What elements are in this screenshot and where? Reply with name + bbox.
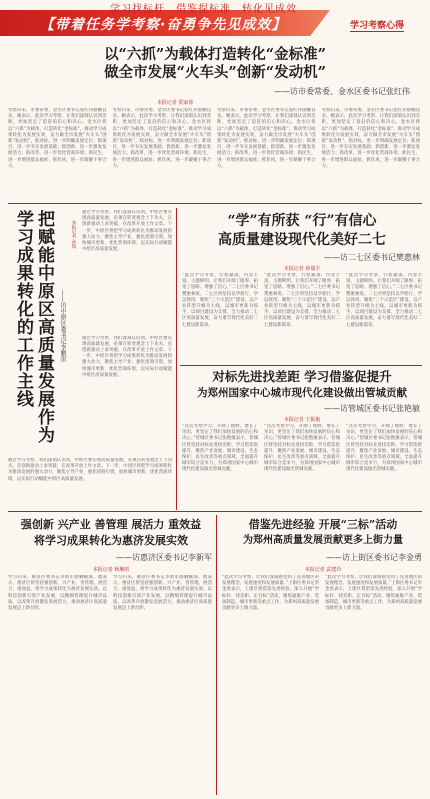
article2-col xyxy=(8,458,172,508)
article4-col xyxy=(182,424,258,508)
article5-col xyxy=(8,575,107,793)
article1-col xyxy=(8,108,107,201)
article6-col xyxy=(222,575,319,793)
article3-text: “此次学习考察，行程紧凑、内容丰富、主题鲜明，让我们开阔了眼界、拓宽了思路、增强了信心。”二七区委书记樊惠林说。二七区将坚持以学促行、学以致用，聚焦“三个示范区”建设，以产业转型升级为主线，以城市更新为抓手，以项目建设为支撑，全力推动二七区高质量发展，奋力谱写现代化美好二七建设新篇章。 xyxy=(346,273,422,328)
masthead-banner xyxy=(0,0,430,42)
article5-byline: 本报记者 杨琳雨 xyxy=(92,567,130,573)
article2-body-bottom xyxy=(8,458,172,508)
article3-col xyxy=(346,273,422,363)
article3-title-line2: 高质量建设现代化美好二七 xyxy=(218,232,386,248)
article2-col xyxy=(82,210,172,330)
banner-top-slogan: 学习找标杆 借鉴提标准 转化见成效 xyxy=(110,4,297,15)
column-name: 学习考察心得 xyxy=(350,18,404,32)
article4-byline: 本报记者 王振俊 xyxy=(283,417,321,423)
article2-col xyxy=(82,336,172,456)
article1-text: 考察归来，市委常委、金水区委书记张红伟感触良多。她表示，此次学习考察，让我们深刻认识到差距，更加坚定了追赶的信心和决心。金水区将以“六抓”为载体，打造转化“金标准”，推动学习成果转化为发展实效，奋力做全市发展“火车头”创新“发动机”。抓对标，进一步明确发展定位；抓项目，进一步夯实发展基础；抓创新，进一步激发发展活力；抓改革，进一步优化营商环境；抓民生，进一步增进群众福祉；抓作风，进一步凝聚干事合力。 xyxy=(217,108,316,169)
article1-col xyxy=(217,108,316,201)
article1-text: 考察归来，市委常委、金水区委书记张红伟感触良多。她表示，此次学习考察，让我们深刻认识到差距，更加坚定了追赶的信心和决心。金水区将以“六抓”为载体，打造转化“金标准”，推动学习成果转化为发展实效，奋力做全市发展“火车头”创新“发动机”。抓对标，进一步明确发展定位；抓项目，进一步夯实发展基础；抓创新，进一步激发发展活力；抓改革，进一步优化营商环境；抓民生，进一步增进群众福祉；抓作风，进一步凝聚干事合力。 xyxy=(321,108,420,169)
article4-text: “这次考察学习，开阔了视野，增长了见识，更坚定了我们加快发展的信心和决心。”管城区委书记张艳敏表示，管城区将坚持对标先进找差距、学习借鉴促提升，聚焦产业发展、城市建设、生态保护、民生改善等重点领域，全面提升城市综合竞争力，为郑州国家中心城市现代化建设做出管城贡献。 xyxy=(346,424,422,473)
article1-col xyxy=(113,108,212,201)
article1-text: 考察归来，市委常委、金水区委书记张红伟感触良多。她表示，此次学习考察，让我们深刻认识到差距，更加坚定了追赶的信心和决心。金水区将以“六抓”为载体，打造转化“金标准”，推动学习成果转化为发展实效，奋力做全市发展“火车头”创新“发动机”。抓对标，进一步明确发展定位；抓项目，进一步夯实发展基础；抓创新，进一步激发发展活力；抓改革，进一步优化营商环境；抓民生，进一步增进群众福祉；抓作风，进一步凝聚干事合力。 xyxy=(8,108,107,169)
article5-text: 学习归来，惠济区委书记李新军感触颇深。他表示，惠济区将坚持强创新、兴产业、善管理、展活力、重效益，将学习成果转化为惠济发展实效。以科技创新引领产业发展，以精细管理提升城市品质，以改革开放激发发展活力，推动惠济区高质量发展迈上新台阶。 xyxy=(8,575,107,612)
article2-byline: 本报记者 孙瑞 xyxy=(71,220,76,249)
article6-title-line1: 借鉴先进经验 开展“三标”活动 xyxy=(248,518,398,531)
divider xyxy=(8,203,422,204)
article2-subtitle: ——访中原区委书记李鹏雷 xyxy=(59,290,66,362)
article3-byline: 本报记者 孙瑞宇 xyxy=(283,266,321,272)
article4-subtitle: ——访管城区委书记张艳敏 xyxy=(324,404,420,413)
article6-byline: 本报记者 武建玲 xyxy=(304,567,342,573)
article6-text: “此次学习考察，让我们深刻感受到了先进地区的发展理念、发展速度和发展质量。”上街区委书记李金勇表示，上街区将借鉴先进经验，深入开展“学标杆、找差距、定目标”活动，聚焦通航产业、装备制造、城市更新等重点工作，为郑州高质量发展贡献更多上街力量。 xyxy=(325,575,422,612)
article3-col xyxy=(182,273,258,363)
banner-main-slogan: 【带着任务学考察·奋勇争先见成效】 xyxy=(40,17,287,33)
article2-body-right xyxy=(82,210,172,455)
article4-body xyxy=(182,424,422,508)
vertical-divider xyxy=(176,208,177,510)
article3-text: “此次学习考察，行程紧凑、内容丰富、主题鲜明，让我们开阔了眼界、拓宽了思路、增强了信心。”二七区委书记樊惠林说。二七区将坚持以学促行、学以致用，聚焦“三个示范区”建设，以产业转型升级为主线，以城市更新为抓手，以项目建设为支撑，全力推动二七区高质量发展，奋力谱写现代化美好二七建设新篇章。 xyxy=(264,273,340,328)
article4-text: “这次考察学习，开阔了视野，增长了见识，更坚定了我们加快发展的信心和决心。”管城区委书记张艳敏表示，管城区将坚持对标先进找差距、学习借鉴促提升，聚焦产业发展、城市建设、生态保护、民生改善等重点领域，全面提升城市综合竞争力，为郑州国家中心城市现代化建设做出管城贡献。 xyxy=(182,424,258,473)
article3-col xyxy=(264,273,340,363)
article3-text: “此次学习考察，行程紧凑、内容丰富、主题鲜明，让我们开阔了眼界、拓宽了思路、增强了信心。”二七区委书记樊惠林说。二七区将坚持以学促行、学以致用，聚焦“三个示范区”建设，以产业转型升级为主线，以城市更新为抓手，以项目建设为支撑，全力推动二七区高质量发展，奋力谱写现代化美好二七建设新篇章。 xyxy=(182,273,258,328)
article2-text: 通过学习考察，我们深刻认识到，中原区要实现高质量发展，必须在转变观念上下功夫，在创新驱动上求突破，在改革开放上作文章。下一步，中原区将把学习成果转化为推动发展的强大动力，聚焦主导产业，强化招商引资，加快城市更新，优化营商环境，以实际行动赋能中原区高质量发展。 xyxy=(82,335,172,378)
article4-text: “这次考察学习，开阔了视野，增长了见识，更坚定了我们加快发展的信心和决心。”管城区委书记张艳敏表示，管城区将坚持对标先进找差距、学习借鉴促提升，聚焦产业发展、城市建设、生态保护、民生改善等重点领域，全面提升城市综合竞争力，为郑州国家中心城市现代化建设做出管城贡献。 xyxy=(264,424,340,473)
article1-title-line1: 以“六抓”为载体打造转化“金标准” xyxy=(104,46,326,63)
article5-col xyxy=(113,575,212,793)
article4-col xyxy=(346,424,422,508)
vertical-divider xyxy=(216,515,217,795)
article6-title-line2: 为郑州高质量发展贡献更多上街力量 xyxy=(243,535,403,546)
divider xyxy=(180,365,422,366)
article2-text: 通过学习考察，我们深刻认识到，中原区要实现高质量发展，必须在转变观念上下功夫，在创新驱动上求突破，在改革开放上作文章。下一步，中原区将把学习成果转化为推动发展的强大动力，聚焦主导产业，强化招商引资，加快城市更新，优化营商环境，以实际行动赋能中原区高质量发展。 xyxy=(82,210,172,253)
article1-subtitle: ——访市委常委、金水区委书记张红伟 xyxy=(274,87,410,96)
article1-byline: 本报记者 贾家蓉 xyxy=(156,100,194,106)
article4-title-line1: 对标先进找差距 学习借鉴促提升 xyxy=(212,369,392,384)
article1-body xyxy=(8,108,420,201)
article1-title-line2: 做全市发展“火车头”创新“发动机” xyxy=(104,64,326,81)
article6-text: “此次学习考察，让我们深刻感受到了先进地区的发展理念、发展速度和发展质量。”上街区委书记李金勇表示，上街区将借鉴先进经验，深入开展“学标杆、找差距、定目标”活动，聚焦通航产业、装备制造、城市更新等重点工作，为郑州高质量发展贡献更多上街力量。 xyxy=(222,575,319,612)
article6-body xyxy=(222,575,422,793)
divider xyxy=(8,511,422,512)
article5-text: 学习归来，惠济区委书记李新军感触颇深。他表示，惠济区将坚持强创新、兴产业、善管理、展活力、重效益，将学习成果转化为惠济发展实效。以科技创新引领产业发展，以精细管理提升城市品质，以改革开放激发发展活力，推动惠济区高质量发展迈上新台阶。 xyxy=(113,575,212,612)
article5-title-line1: 强创新 兴产业 善管理 展活力 重效益 xyxy=(20,518,202,531)
article3-body xyxy=(182,273,422,363)
article4-title-line2: 为郑州国家中心城市现代化建设做出管城贡献 xyxy=(197,387,407,399)
article5-body xyxy=(8,575,212,793)
article5-title-line2: 将学习成果转化为惠济发展实效 xyxy=(34,534,188,547)
article3-subtitle: ——访二七区委书记樊惠林 xyxy=(324,253,420,262)
article6-col xyxy=(325,575,422,793)
article4-col xyxy=(264,424,340,508)
article2-title: 把赋能中原区高质量发展作为学习成果转化的工作主线 xyxy=(13,210,54,444)
article2-text: 通过学习考察，我们深刻认识到，中原区要实现高质量发展，必须在转变观念上下功夫，在创新驱动上求突破，在改革开放上作文章。下一步，中原区将把学习成果转化为推动发展的强大动力，聚焦主导产业，强化招商引资，加快城市更新，优化营商环境，以实际行动赋能中原区高质量发展。 xyxy=(8,458,172,482)
article3-title-line1: “学”有所获 “行”有信心 xyxy=(227,213,377,229)
article1-col xyxy=(322,108,421,201)
article6-subtitle: ——访上街区委书记李金勇 xyxy=(326,553,422,562)
article5-subtitle: ——访惠济区委书记李新军 xyxy=(116,553,212,562)
article1-text: 考察归来，市委常委、金水区委书记张红伟感触良多。她表示，此次学习考察，让我们深刻认识到差距，更加坚定了追赶的信心和决心。金水区将以“六抓”为载体，打造转化“金标准”，推动学习成果转化为发展实效，奋力做全市发展“火车头”创新“发动机”。抓对标，进一步明确发展定位；抓项目，进一步夯实发展基础；抓创新，进一步激发发展活力；抓改革，进一步优化营商环境；抓民生，进一步增进群众福祉；抓作风，进一步凝聚干事合力。 xyxy=(112,108,211,169)
